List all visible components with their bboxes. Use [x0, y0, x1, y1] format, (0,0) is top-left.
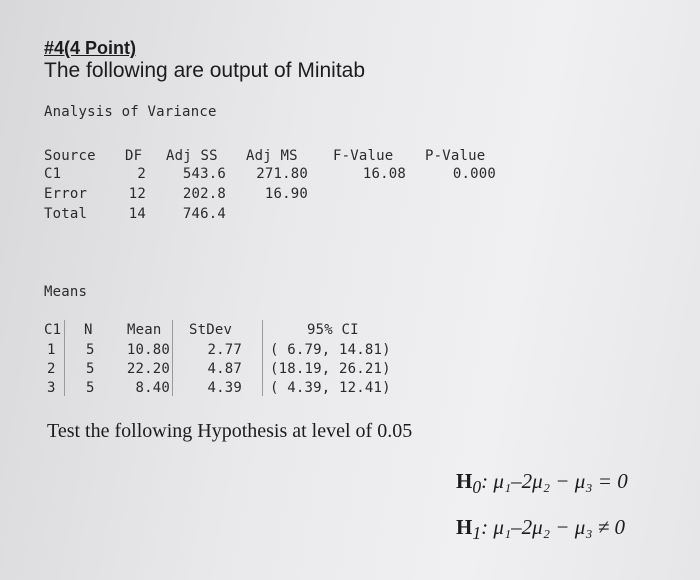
h0-subscript: 0: [472, 477, 482, 498]
means-col-c1: C1: [44, 322, 62, 338]
anova-adj-ss: 202.8: [182, 186, 226, 202]
column-divider: [172, 320, 173, 396]
means-stdev: 2.77: [207, 342, 242, 358]
means-n: 5: [86, 342, 95, 358]
means-stdev: 4.39: [207, 380, 242, 396]
anova-adj-ms: 16.90: [264, 186, 308, 202]
means-n: 5: [86, 380, 95, 396]
means-stdev: 4.87: [207, 361, 242, 377]
anova-adj-ss: 543.6: [182, 166, 226, 182]
problem-label: #4(4 Point): [44, 38, 137, 58]
anova-col-f-value: F-Value: [333, 148, 394, 164]
means-ci: ( 6.79, 14.81): [270, 342, 391, 358]
h1-expression: : μ₁–2μ₂ − μ₃ ≠ 0: [481, 515, 626, 539]
means-n: 5: [86, 361, 95, 377]
question-text: Test the following Hypothesis at level of 0.05: [47, 420, 413, 442]
h1-subscript: 1: [472, 523, 482, 544]
means-col-n: N: [84, 322, 93, 338]
intro-text: The following are output of Minitab: [44, 59, 366, 82]
column-divider: [64, 320, 65, 396]
alternative-hypothesis: [456, 515, 625, 544]
anova-adj-ms: 271.80: [256, 166, 308, 182]
anova-f-value: 16.08: [362, 166, 406, 182]
means-mean: 22.20: [126, 361, 170, 377]
anova-adj-ss: 746.4: [182, 206, 226, 222]
anova-col-df: DF: [125, 148, 143, 164]
anova-col-source: Source: [44, 148, 96, 164]
means-col-mean: Mean: [127, 322, 162, 338]
null-hypothesis: [456, 469, 628, 498]
means-ci: (18.19, 26.21): [270, 361, 391, 377]
means-mean: 10.80: [126, 342, 170, 358]
means-level: 1: [47, 342, 56, 358]
anova-source: Error: [44, 186, 88, 202]
column-divider: [262, 320, 263, 396]
anova-df: 14: [128, 206, 146, 222]
means-mean: 8.40: [135, 380, 170, 396]
anova-source: Total: [44, 206, 88, 222]
anova-col-p-value: P-Value: [425, 148, 486, 164]
anova-title: Analysis of Variance: [44, 104, 217, 120]
means-col-stdev: StDev: [189, 322, 233, 338]
anova-p-value: 0.000: [452, 166, 496, 182]
anova-df: 2: [137, 166, 146, 182]
h0-symbol: H: [456, 469, 473, 493]
h1-symbol: H: [456, 515, 473, 539]
anova-col-adj-ms: Adj MS: [246, 148, 298, 164]
h0-expression: : μ₁–2μ₂ − μ₃ = 0: [481, 469, 628, 493]
anova-df: 12: [128, 186, 146, 202]
means-level: 2: [47, 361, 56, 377]
means-col-ci: 95% CI: [307, 322, 359, 338]
anova-col-adj-ss: Adj SS: [166, 148, 218, 164]
anova-source: C1: [44, 166, 62, 182]
means-level: 3: [47, 380, 56, 396]
means-ci: ( 4.39, 12.41): [270, 380, 391, 396]
means-title: Means: [44, 284, 88, 300]
